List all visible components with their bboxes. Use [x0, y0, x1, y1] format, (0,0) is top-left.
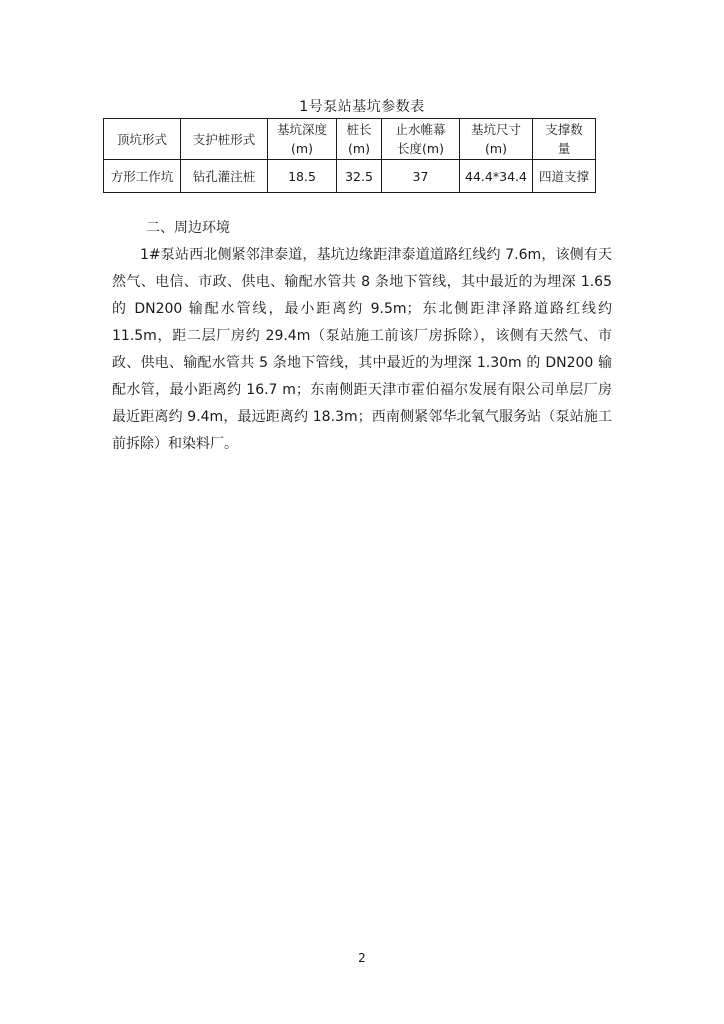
header-cell: 基坑深度 (m) — [268, 119, 337, 160]
table-cell: 钻孔灌注桩 — [181, 160, 268, 193]
page-number: 2 — [358, 951, 366, 965]
table-cell: 37 — [382, 160, 460, 193]
table-cell: 44.4*34.4 — [460, 160, 533, 193]
header-cell: 基坑尺寸 (m) — [460, 119, 533, 160]
table-row — [104, 160, 596, 193]
header-cell: 顶坑形式 — [104, 119, 181, 160]
section-heading: 二、周边环境 — [146, 220, 230, 236]
table-cell: 32.5 — [337, 160, 382, 193]
header-cell: 止水帷幕 长度(m) — [382, 119, 460, 160]
header-cell: 桩长 (m) — [337, 119, 382, 160]
body-paragraph: 1#泵站西北侧紧邻津泰道，基坑边缘距津泰道道路红线约 7.6m，该侧有天然气、电信、市政、供电、输配水管共 8 条地下管线，其中最近的为埋深 1.65 的 DN200 输配水管线，最小距离约 9.5m；东北侧距津泽路道路红线约 11.5m，距二层厂房约 29.4m（泵站施工前该厂房拆除），该侧有天然气、市政、供电、输配水管共 5 条地下管线，其中最近的为埋深 1.30m 的 DN200 输配水管，最小距离约 16.7 m；东南侧距天津市霍伯福尔发展有限公司单层厂房最近距离约 9.4m，最远距离约 18.3m；西南侧紧邻华北氧气服务站（泵站施工前拆除）和染料厂。 — [112, 247, 612, 452]
table-caption: 1号泵站基坑参数表 — [299, 99, 425, 115]
table-header-row — [104, 119, 596, 160]
table-cell: 四道支撑 — [533, 160, 596, 193]
table-cell: 18.5 — [268, 160, 337, 193]
pit-parameters-table — [103, 118, 596, 193]
table-cell: 方形工作坑 — [104, 160, 181, 193]
header-cell: 支撑数 量 — [533, 119, 596, 160]
header-cell: 支护桩形式 — [181, 119, 268, 160]
